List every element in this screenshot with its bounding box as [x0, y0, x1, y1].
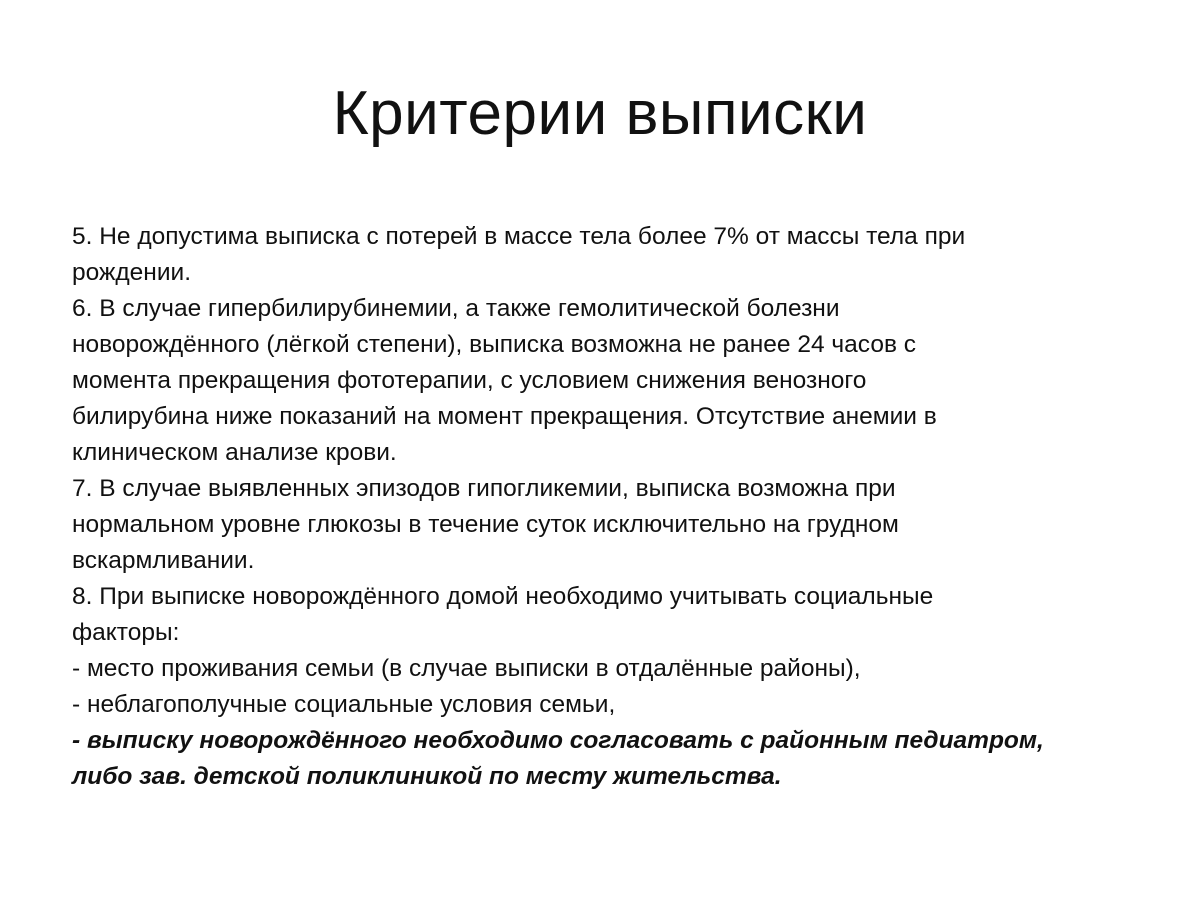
body-line-emphasis: либо зав. детской поликлиникой по месту жительства. — [72, 763, 782, 790]
slide-title: Критерии выписки — [332, 79, 868, 148]
body-line: момента прекращения фототерапии, с условием снижения венозного — [72, 367, 867, 394]
body-line: - место проживания семьи (в случае выписки в отдалённые районы), — [72, 655, 861, 682]
body-line: 6. В случае гипербилирубинемии, а также гемолитической болезни — [72, 295, 840, 322]
body-line: билирубина ниже показаний на момент прекращения. Отсутствие анемии в — [72, 403, 937, 430]
body-line: рождении. — [72, 259, 191, 286]
body-line: - неблагополучные социальные условия семьи, — [72, 691, 616, 718]
body-line: 7. В случае выявленных эпизодов гипогликемии, выписка возможна при — [72, 475, 896, 502]
body-line: новорождённого (лёгкой степени), выписка возможна не ранее 24 часов с — [72, 331, 917, 358]
body-line: факторы: — [72, 619, 180, 646]
body-line: нормальном уровне глюкозы в течение суток исключительно на грудном — [72, 511, 899, 538]
body-line-emphasis: - выписку новорождённого необходимо согласовать с районным педиатром, — [72, 727, 1044, 754]
body-line: вскармливании. — [72, 547, 255, 574]
body-line: клиническом анализе крови. — [72, 439, 397, 466]
body-line: 5. Не допустима выписка с потерей в массе тела более 7% от массы тела при — [72, 223, 966, 250]
slide-body — [72, 219, 1142, 795]
body-line: 8. При выписке новорождённого домой необходимо учитывать социальные — [72, 583, 934, 610]
